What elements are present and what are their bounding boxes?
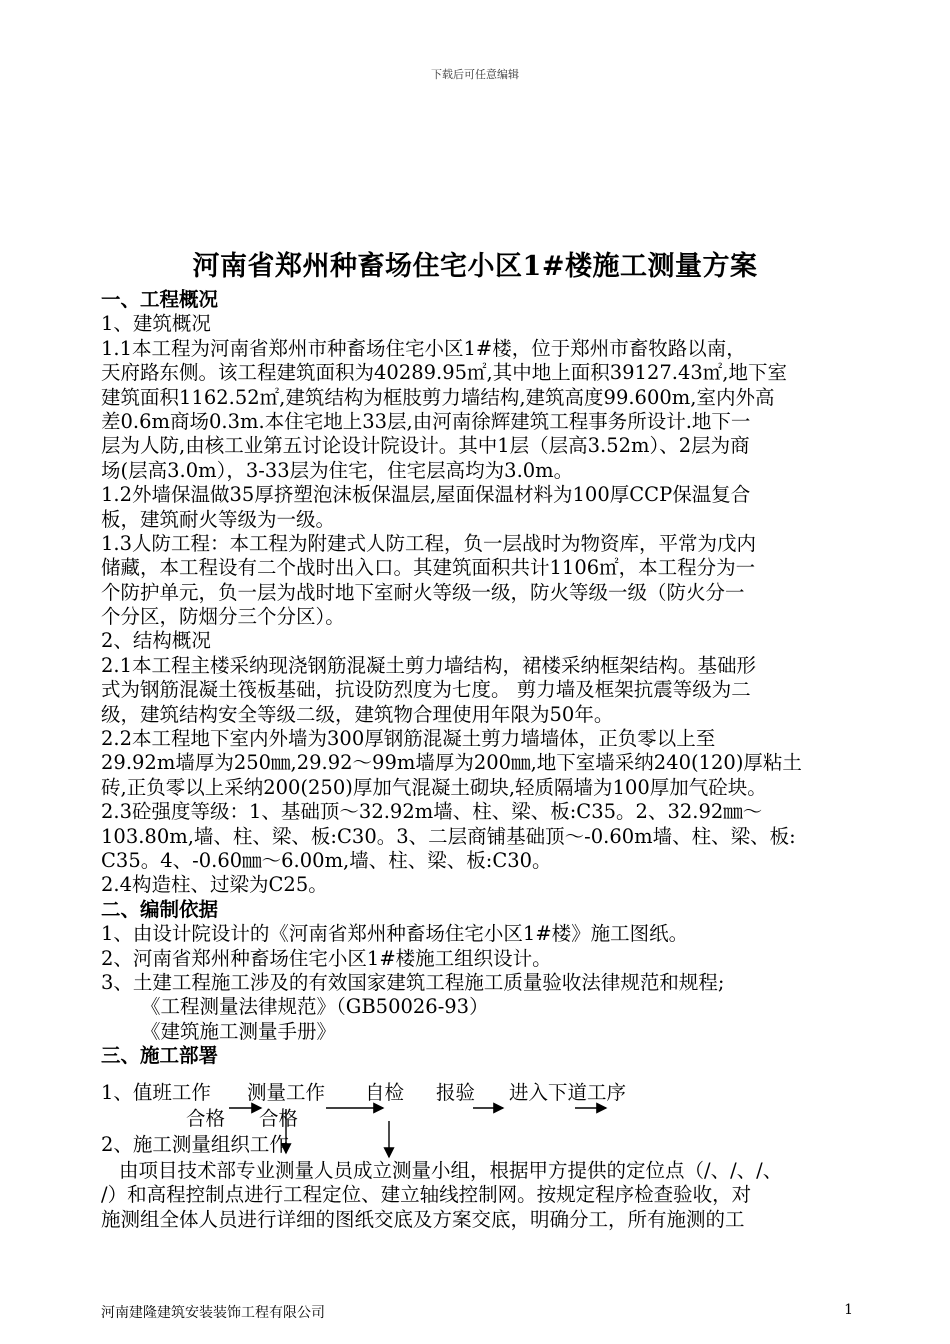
body-line: 板，建筑耐火等级为一级。 [101, 507, 336, 531]
body-line: 差0.6m商场0.3m.本住宅地上33层,由河南徐辉建筑工程事务所设计.地下一 [101, 409, 751, 433]
flow-step-report: 报验 [436, 1081, 476, 1104]
body-line: 层为人防,由核工业第五讨论设计院设计。其中1层（层高3.52m）、2层为商 [101, 434, 750, 458]
flow-step-selfcheck: 自检 [365, 1081, 405, 1104]
flow-pass-label-2: 合格 [259, 1107, 299, 1130]
body-line: 天府路东侧。该工程建筑面积为40289.95㎡,其中地上面积39127.43㎡,地下室 [101, 361, 787, 385]
flow-pass-label-1: 合格 [186, 1107, 226, 1130]
section-heading: 二、编制依据 [101, 897, 219, 921]
body-line: 级，建筑结构安全等级二级，建筑物合理使用年限为50年。 [101, 702, 614, 726]
body-line: 个分区，防烟分三个分区）。 [101, 605, 345, 629]
body-line: 103.80m,墙、柱、梁、板:C30。3、二层商铺基础顶～-0.60m墙、柱、梁、板: [101, 824, 796, 848]
body-line: 个防护单元，负一层为战时地下室耐火等级一级，防火等级一级（防火分一 [101, 580, 745, 604]
body-line: 施测组全体人员进行详细的图纸交底及方案交底，明确分工，所有施测的工 [101, 1207, 745, 1231]
footer-company: 河南建隆建筑安装装饰工程有限公司 [101, 1305, 325, 1321]
workflow-diagram [101, 1081, 853, 1161]
document-body [101, 288, 853, 1069]
body-line: /）和高程控制点进行工程定位、建立轴线控制网。按规定程序检查验收，对 [101, 1183, 752, 1207]
body-line: 3、土建工程施工涉及的有效国家建筑工程施工质量验收法律规范和规程; [101, 970, 725, 994]
flow-step-measure: 测量工作 [247, 1081, 326, 1104]
page-number: 1 [844, 1302, 853, 1318]
body-line: 1.2外墙保温做35厚挤塑泡沫板保温层,屋面保温材料为100厚CCP保温复合 [101, 483, 751, 507]
document-body-continued [101, 1159, 853, 1232]
body-line: 《工程测量法律规范》（GB50026-93） [141, 995, 489, 1019]
body-line: 储藏，本工程设有二个战时出入口。其建筑面积共计1106㎡，本工程分为一 [101, 556, 756, 580]
flow-arrows [101, 1081, 853, 1161]
body-line: 2.1本工程主楼采纳现浇钢筋混凝土剪力墙结构，裙楼采纳框架结构。基础形 [101, 653, 757, 677]
header-note: 下载后可任意编辑 [431, 68, 519, 81]
body-line: 式为钢筋混凝土筏板基础，抗设防烈度为七度。 剪力墙及框架抗震等级为二 [101, 678, 751, 702]
document-title: 河南省郑州种畜场住宅小区1#楼施工测量方案 [192, 251, 758, 282]
body-line: 2.2本工程地下室内外墙为300厚钢筋混凝土剪力墙墙体，正负零以上至 [101, 727, 716, 751]
body-line: 29.92m墙厚为250㎜,29.92～99m墙厚为200㎜,地下室墙采纳240(120)厚粘土 [101, 751, 802, 775]
body-line: 场(层高3.0m），3-33层为住宅，住宅层高均为3.0m。 [101, 458, 574, 482]
body-line: 2.4构造柱、过梁为C25。 [101, 873, 328, 897]
body-line: 由项目技术部专业测量人员成立测量小组，根据甲方提供的定位点（/、/、/、 [119, 1159, 783, 1182]
body-line: 建筑面积1162.52㎡,建筑结构为框肢剪力墙结构,建筑高度99.600m,室内外高 [101, 385, 775, 409]
section-heading: 三、施工部署 [101, 1044, 219, 1068]
body-line: 1、由设计院设计的《河南省郑州种畜场住宅小区1#楼》施工图纸。 [101, 922, 689, 946]
body-line: 1、建筑概况 [101, 312, 211, 336]
flow-step-next: 进入下道工序 [509, 1081, 627, 1104]
body-line: 2.3砼强度等级：1、基础顶～32.92m墙、柱、梁、板:C35。2、32.92㎜～ [101, 800, 763, 824]
body-line: 《建筑施工测量手册》 [141, 1019, 337, 1043]
body-line: 1.1本工程为河南省郑州市种畜场住宅小区1#楼，位于郑州市畜牧路以南， [101, 336, 746, 360]
section-heading: 一、工程概况 [101, 288, 219, 311]
body-line: 2、河南省郑州种畜场住宅小区1#楼施工组织设计。 [101, 946, 552, 970]
section-measure-org: 2、施工测量组织工作 [101, 1133, 289, 1156]
body-line: 1.3人防工程：本工程为附建式人防工程，负一层战时为物资库，平常为戊内 [101, 531, 757, 555]
body-line: 砖,正负零以上采纳200(250)厚加气混凝土砌块,轻质隔墙为100厚加气砼块。 [101, 775, 767, 799]
body-line: C35。4、-0.60㎜～6.00m,墙、柱、梁、板:C30。 [101, 848, 552, 872]
body-line: 2、结构概况 [101, 629, 211, 653]
flow-step-duty: 1、值班工作 [101, 1081, 211, 1104]
